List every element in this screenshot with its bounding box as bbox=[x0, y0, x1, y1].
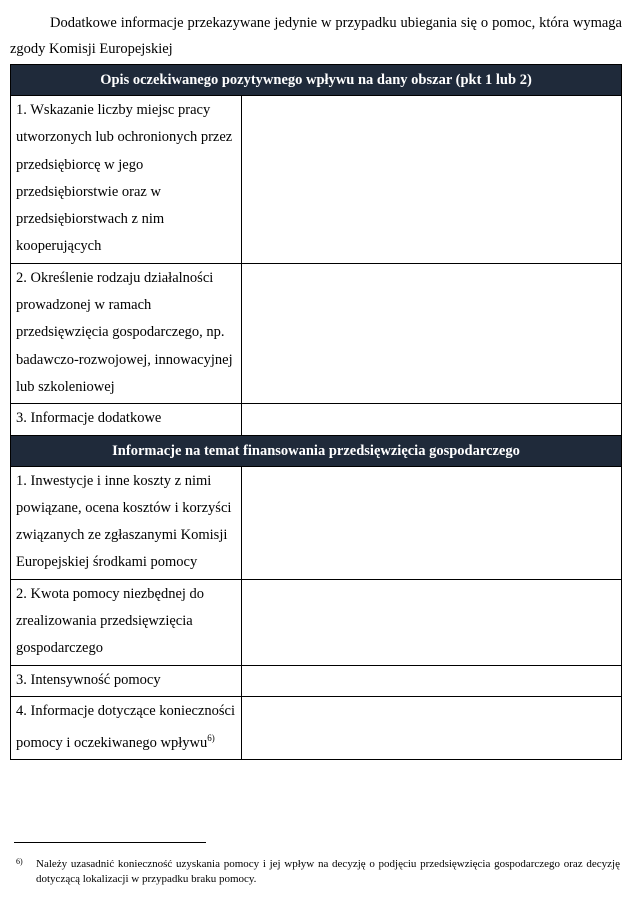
section-header-row bbox=[11, 435, 622, 466]
table-row bbox=[11, 263, 622, 403]
row-label-jobs: 1. Wskazanie liczby miejsc pracy utworzonych lub ochronionych przez przedsiębiorcę w jego przedsiębiorstwie oraz w przedsiębiorstwach z nim kooperujących bbox=[11, 96, 242, 264]
row-label-activity-type: 2. Określenie rodzaju działalności prowadzonej w ramach przedsięwzięcia gospodarczego, np. badawczo-rozwojowej, innowacyjnej lub szkoleniowej bbox=[11, 263, 242, 403]
table-row bbox=[11, 466, 622, 579]
table-row bbox=[11, 404, 622, 435]
table-row bbox=[11, 96, 622, 264]
table-row bbox=[11, 665, 622, 696]
footnote-reference: 6) bbox=[207, 733, 215, 744]
answer-field-additional-info[interactable] bbox=[242, 404, 622, 435]
aid-information-table bbox=[10, 64, 622, 760]
answer-field-investments[interactable] bbox=[242, 466, 622, 579]
footnote-text: Należy uzasadnić konieczność uzyskania pomocy i jej wpływ na decyzję o podjęciu przedsięwzięcia gospodarczego oraz decyzję dotyczącą lokalizacji w przypadku braku pomocy. bbox=[36, 858, 620, 885]
row-label-investments: 1. Inwestycje i inne koszty z nimi powiązane, ocena kosztów i korzyści związanych ze zgłaszanymi Komisji Europejskiej środkami pomocy bbox=[11, 466, 242, 579]
answer-field-activity-type[interactable] bbox=[242, 263, 622, 403]
row-label-additional-info: 3. Informacje dodatkowe bbox=[11, 404, 242, 435]
row-label-aid-amount: 2. Kwota pomocy niezbędnej do zrealizowania przedsięwzięcia gospodarczego bbox=[11, 579, 242, 665]
row-label-aid-intensity: 3. Intensywność pomocy bbox=[11, 665, 242, 696]
section-header-impact: Opis oczekiwanego pozytywnego wpływu na dany obszar (pkt 1 lub 2) bbox=[11, 65, 622, 96]
section-header-row bbox=[11, 65, 622, 96]
row-label-aid-necessity-text: 4. Informacje dotyczące konieczności pomocy i oczekiwanego wpływu bbox=[16, 702, 236, 752]
row-label-aid-necessity bbox=[11, 696, 242, 759]
table-row bbox=[11, 696, 622, 759]
footnote-divider bbox=[14, 842, 206, 843]
intro-text: Dodatkowe informacje przekazywane jedynie w przypadku ubiegania się o pomoc, która wymaga zgody Komisji Europejskiej bbox=[10, 15, 622, 57]
footnote bbox=[14, 857, 620, 887]
footnote-mark: 6) bbox=[16, 857, 23, 866]
answer-field-aid-necessity[interactable] bbox=[242, 696, 622, 759]
table-row bbox=[11, 579, 622, 665]
answer-field-aid-amount[interactable] bbox=[242, 579, 622, 665]
answer-field-jobs[interactable] bbox=[242, 96, 622, 264]
section-header-financing: Informacje na temat finansowania przedsięwzięcia gospodarczego bbox=[11, 435, 622, 466]
answer-field-aid-intensity[interactable] bbox=[242, 665, 622, 696]
